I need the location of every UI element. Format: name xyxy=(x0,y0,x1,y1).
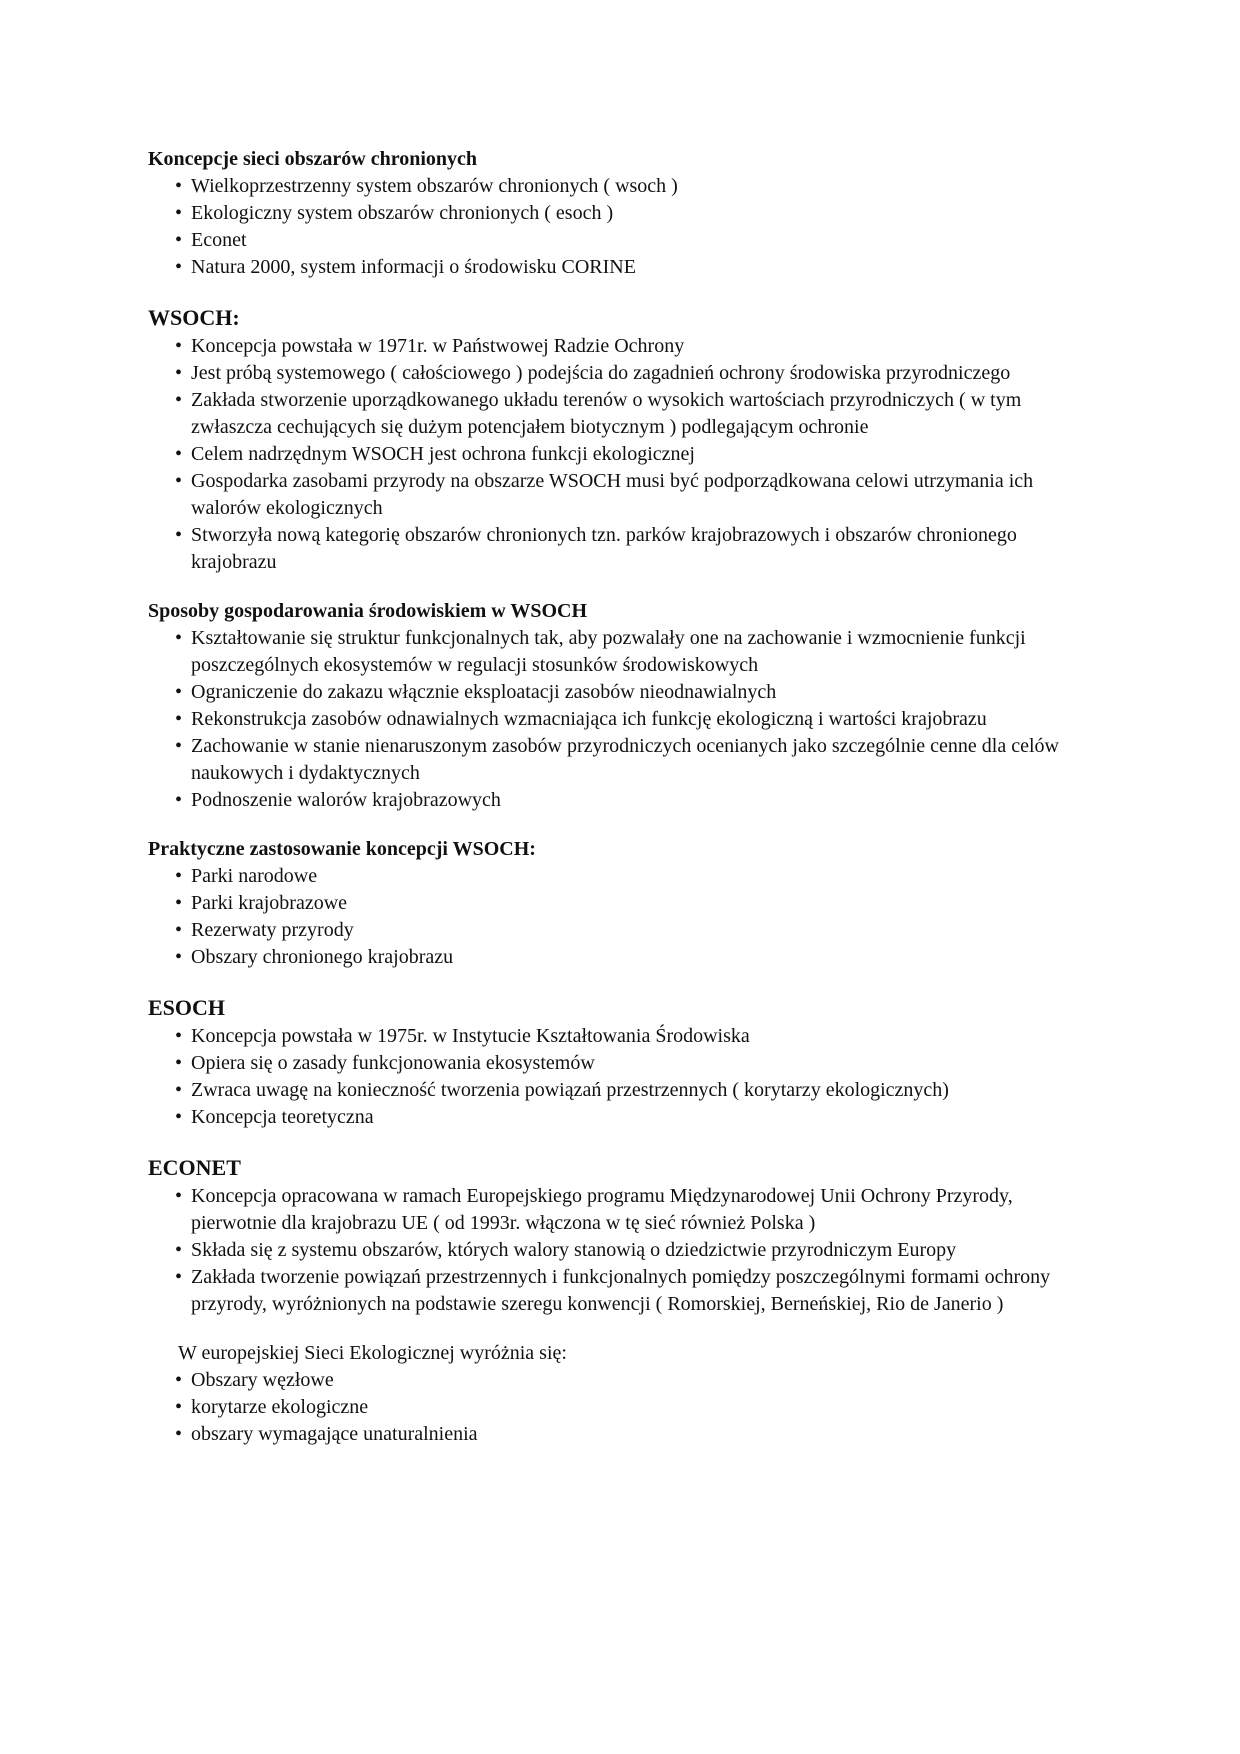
section-wsoch xyxy=(148,303,1098,576)
list-item: • Zwraca uwagę na konieczność tworzenia powiązań przestrzennych ( korytarzy ekologicznych) xyxy=(178,1077,1098,1104)
section-practical xyxy=(148,836,1098,971)
bullet-list xyxy=(148,1023,1098,1131)
list-item: • Ekologiczny system obszarów chronionych ( esoch ) xyxy=(178,200,1098,227)
list-item: • Econet xyxy=(178,227,1098,254)
list-item: • Parki krajobrazowe xyxy=(178,890,1098,917)
list-item: • Stworzyła nową kategorię obszarów chronionych tzn. parków krajobrazowych i obszarów chronionego krajobrazu xyxy=(178,522,1098,576)
section-esoch xyxy=(148,993,1098,1131)
section-heading: ESOCH xyxy=(148,995,226,1020)
section-management xyxy=(148,598,1098,814)
list-item: • Rezerwaty przyrody xyxy=(178,917,1098,944)
list-item: • Koncepcja powstała w 1975r. w Instytucie Kształtowania Środowiska xyxy=(178,1023,1098,1050)
list-item: • Obszary chronionego krajobrazu xyxy=(178,944,1098,971)
section-heading: Sposoby gospodarowania środowiskiem w WSOCH xyxy=(148,600,588,622)
section-heading: WSOCH: xyxy=(148,305,240,330)
bullet-list xyxy=(148,173,1098,281)
list-item: • korytarze ekologiczne xyxy=(178,1394,1098,1421)
list-item: • Celem nadrzędnym WSOCH jest ochrona funkcji ekologicznej xyxy=(178,441,1098,468)
list-item: • Wielkoprzestrzenny system obszarów chronionych ( wsoch ) xyxy=(178,173,1098,200)
section-heading: Praktyczne zastosowanie koncepcji WSOCH: xyxy=(148,838,536,860)
list-item: • Kształtowanie się struktur funkcjonalnych tak, aby pozwalały one na zachowanie i wzmocnienie funkcji poszczególnych ekosystemów w regulacji stosunków środowiskowych xyxy=(178,625,1098,679)
section-econet xyxy=(148,1153,1098,1318)
list-item: • Zakłada tworzenie powiązań przestrzennych i funkcjonalnych pomiędzy poszczególnymi formami ochrony przyrody, wyróżnionych na podstawie szeregu konwencji ( Romorskiej, Berneńskiej, Rio de Janerio ) xyxy=(178,1264,1098,1318)
section-network xyxy=(148,1340,1098,1448)
list-item: • Koncepcja powstała w 1971r. w Państwowej Radzie Ochrony xyxy=(178,333,1098,360)
list-item: • Obszary węzłowe xyxy=(178,1367,1098,1394)
network-intro: W europejskiej Sieci Ekologicznej wyróżnia się: xyxy=(178,1342,567,1364)
bullet-list xyxy=(148,863,1098,971)
list-item: • Rekonstrukcja zasobów odnawialnych wzmacniająca ich funkcję ekologiczną i wartości krajobrazu xyxy=(178,706,1098,733)
bullet-list xyxy=(148,333,1098,576)
list-item: • Podnoszenie walorów krajobrazowych xyxy=(178,787,1098,814)
bullet-list xyxy=(148,1367,1098,1448)
list-item: • Natura 2000, system informacji o środowisku CORINE xyxy=(178,254,1098,281)
bullet-list xyxy=(148,625,1098,814)
list-item: • Zakłada stworzenie uporządkowanego układu terenów o wysokich wartościach przyrodniczych ( w tym zwłaszcza cechujących się dużym potencjałem biotycznym ) podlegającym ochronie xyxy=(178,387,1098,441)
section-concepts xyxy=(148,146,1098,281)
section-heading: ECONET xyxy=(148,1155,241,1180)
list-item: • Opiera się o zasady funkcjonowania ekosystemów xyxy=(178,1050,1098,1077)
list-item: • obszary wymagające unaturalnienia xyxy=(178,1421,1098,1448)
list-item: • Ograniczenie do zakazu włącznie eksploatacji zasobów nieodnawialnych xyxy=(178,679,1098,706)
bullet-list xyxy=(148,1183,1098,1318)
list-item: • Zachowanie w stanie nienaruszonym zasobów przyrodniczych ocenianych jako szczególnie cenne dla celów naukowych i dydaktycznych xyxy=(178,733,1098,787)
list-item: • Koncepcja opracowana w ramach Europejskiego programu Międzynarodowej Unii Ochrony Przyrody, pierwotnie dla krajobrazu UE ( od 1993r. włączona w tę sieć również Polska ) xyxy=(178,1183,1098,1237)
section-heading: Koncepcje sieci obszarów chronionych xyxy=(148,148,478,170)
list-item: • Jest próbą systemowego ( całościowego ) podejścia do zagadnień ochrony środowiska przyrodniczego xyxy=(178,360,1098,387)
list-item: • Gospodarka zasobami przyrody na obszarze WSOCH musi być podporządkowana celowi utrzymania ich walorów ekologicznych xyxy=(178,468,1098,522)
list-item: • Parki narodowe xyxy=(178,863,1098,890)
list-item: • Składa się z systemu obszarów, których walory stanowią o dziedzictwie przyrodniczym Europy xyxy=(178,1237,1098,1264)
list-item: • Koncepcja teoretyczna xyxy=(178,1104,1098,1131)
document-content xyxy=(148,146,1098,1470)
